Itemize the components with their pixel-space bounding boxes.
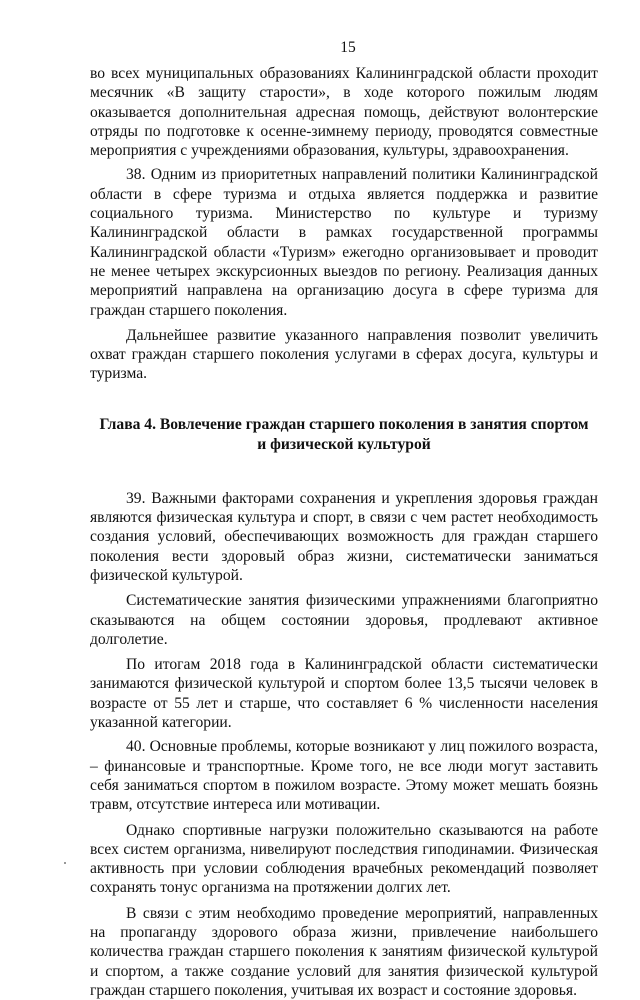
paragraph-38: 38. Одним из приоритетных направлений политики Калининградской области в сфере туризма и отдыха является поддержка и развитие социального туризма. Министерство по культуре и туризму Калининградской области в рамках государственной программы Калининградской области «Туризм» ежегодно организовывает и проводит не менее четырех экскурсионных выездов по региону. Реализация данных мероприятий направлена на организацию досуга в сфере туризма для граждан старшего поколения. (90, 166, 598, 319)
page-number: 15 (340, 39, 356, 56)
chapter-heading (90, 415, 598, 455)
paragraph-40-measures: В связи с этим необходимо проведение мероприятий, направленных на пропаганду здорового образа жизни, привлечение наибольшего количества граждан старшего поколения к занятиям физической культурой и спортом, а также создание условий для занятия физической культурой граждан старшего поколения, учитывая их возраст и состояние здоровья. (90, 904, 598, 999)
chapter-heading-line-1: Глава 4. Вовлечение граждан старшего поколения в занятия спортом (99, 415, 589, 433)
paragraph-39: 39. Важными факторами сохранения и укрепления здоровья граждан являются физическая культура и спорт, в связи с чем растет необходимость создания условий, обеспечивающих возможность для граждан старшего поколения вести здоровый образ жизни, систематически заниматься физической культурой. (90, 489, 598, 584)
paragraph-continued: во всех муниципальных образованиях Калининградской области проходит месячник «В защиту старости», в ходе которого пожилым людям оказывается дополнительная адресная помощь, действуют волонтерские отряды по подготовке к осенне-зимнему периоду, проводятся совместные мероприятия с учреждениями образования, культуры, здравоохранения. (90, 65, 598, 160)
scan-speck (64, 862, 66, 864)
paragraph-40: 40. Основные проблемы, которые возникают у лиц пожилого возраста, – финансовые и транспортные. Кроме того, не все люди могут заставить себя заниматься спортом в пожилом возрасте. Этому может мешать боязнь травм, отсутствие интереса или мотивации. (90, 738, 598, 814)
paragraph-39-statistics: По итогам 2018 года в Калининградской области систематически занимаются физической культурой и спортом более 13,5 тысячи человек в возрасте от 55 лет и старше, что составляет 6 % численности населения указанной категории. (90, 656, 598, 732)
chapter-heading-line-2: и физической культурой (257, 435, 431, 453)
paragraph-39-exercise: Систематические занятия физическими упражнениями благоприятно сказываются на общем состоянии здоровья, продлевают активное долголетие. (90, 592, 598, 648)
paragraph-40-benefits: Однако спортивные нагрузки положительно сказываются на работе всех систем организма, нивелируют последствия гиподинамии. Физическая активность при условии соблюдения врачебных рекомендаций позволяет сохранять тонус организма на протяжении долгих лет. (90, 821, 598, 897)
paragraph-38-continued: Дальнейшее развитие указанного направления позволит увеличить охват граждан старшего поколения услугами в сферах досуга, культуры и туризма. (90, 326, 598, 383)
